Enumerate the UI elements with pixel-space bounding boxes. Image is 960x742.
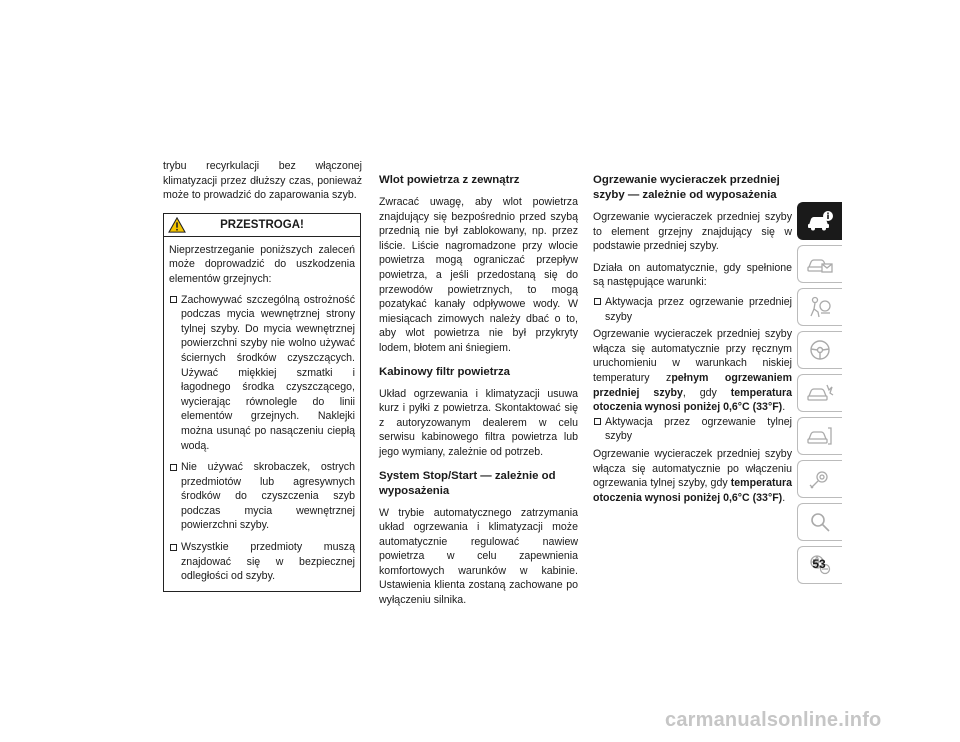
warning-item: Nie używać skrobaczek, ostrych przedmiotów lub agresywnych środków do czyszczenia szyb podczas mycia wewnętrznej powierzchni szyby. — [169, 460, 355, 533]
column-middle — [379, 173, 578, 608]
warning-item: Wszystkie przedmioty muszą znajdować się w bezpiecznej odległości od szyby. — [169, 540, 355, 584]
section-heading: Ogrzewanie wycieraczek przedniej szyby — zależnie od wyposażenia — [593, 174, 780, 201]
tab-car-info[interactable] — [797, 202, 842, 240]
warning-triangle-icon — [168, 217, 186, 233]
tab-car-wrench[interactable] — [797, 417, 842, 455]
wrench-gear-icon — [806, 467, 834, 491]
airbag-icon — [806, 295, 834, 319]
car-mail-icon — [806, 252, 834, 276]
search-icon — [806, 510, 834, 534]
tab-wrench-gear[interactable] — [797, 460, 842, 498]
car-wrench-icon — [806, 424, 834, 448]
car-info-icon — [806, 209, 834, 233]
condition-item: Aktywacja przez ogrzewanie przedniej szyby — [593, 295, 792, 324]
warning-title: PRZESTROGA! — [220, 218, 304, 231]
warning-header — [164, 214, 360, 237]
condition-item: Aktywacja przez ogrzewanie tylnej szyby — [593, 415, 792, 444]
warning-item: Zachowywać szczególną ostrożność podczas mycia wewnętrznej strony tylnej szyby. Do mycia wewnętrznej powierzchni szyby nie wolno używać ściernych środków czyszczących. Używać miękkiej szmatki i łagodnego środka czyszczącego, wycierając równolegle do linii elementów grzejnych. Naklejki można usunąć po nasączeniu ciepłą wodą. — [169, 293, 355, 454]
chapter-tabs — [797, 202, 843, 589]
condition-detail: Ogrzewanie wycieraczek przedniej szyby włącza się automatycznie przy ręcznym uruchomieniu w warunkach niskiej temperatury zpełnym ogrzewaniem przedniej szyby, gdy temperatura otoczenia wynosi poniżej 0,6°C (33°F). — [593, 328, 792, 414]
intro-paragraph: trybu recyrkulacji bez włączonej klimatyzacji przez dłuższy czas, ponieważ może to prowadzić do zaparowania szyb. — [163, 160, 362, 202]
column-left — [163, 159, 362, 592]
car-crash-icon — [806, 381, 834, 405]
warning-lead: Nieprzestrzeganie poniższych zaleceń może doprowadzić do uszkodzenia elementów grzejnych: — [169, 243, 355, 285]
watermark: carmanualsonline.info — [665, 709, 882, 731]
tab-airbag[interactable] — [797, 288, 842, 326]
condition-detail: Ogrzewanie wycieraczek przedniej szyby włącza się automatycznie po włączeniu ogrzewania tylnej szyby, gdy temperatura otoczenia wynosi poniżej 0,6°C (33°F). — [593, 447, 792, 504]
section-paragraph: W trybie automatycznego zatrzymania układ ogrzewania i klimatyzacji może automatycznie regulować nawiew powietrza w celu zapewnienia komfortowych warunków w kabinie. Ustawienia klienta zostaną zachowane po wyłączeniu silnika. — [379, 506, 578, 607]
tab-car-mail[interactable] — [797, 245, 842, 283]
section-paragraph: Działa on automatycznie, gdy spełnione są następujące warunki: — [593, 261, 792, 289]
tab-steering-wheel[interactable] — [797, 331, 842, 369]
warning-box — [163, 213, 361, 592]
tab-car-crash[interactable] — [797, 374, 842, 412]
section-heading: Wlot powietrza z zewnątrz — [379, 174, 520, 186]
tab-search[interactable] — [797, 503, 842, 541]
section-paragraph: Zwracać uwagę, aby wlot powietrza znajdujący się bezpośrednio przed szybą przednią nie był zablokowany, np. przez liście. Liście nagromadzone przy wlocie powietrza mogą ograniczać przepływ powietrza, a jeśli przedostaną się do przewodów powietrznych, to mogą pozatykać kanały odpływowe wody. W miesiącach zimowych należy dbać o to, aby wlot powietrza nie był przykryty lodem, błotem ani śniegiem. — [379, 196, 578, 354]
page-number: 53 — [812, 557, 826, 571]
steering-wheel-icon — [806, 338, 834, 362]
section-paragraph: Układ ogrzewania i klimatyzacji usuwa kurz i pyłki z powietrza. Skontaktować się z autoryzowanym dealerem w celu serwisu kabinowego filtra powietrza lub jego wymiany, zależnie od potrzeb. — [379, 387, 578, 458]
section-paragraph: Ogrzewanie wycieraczek przedniej szyby to element grzejny znajdujący się w podstawie przedniej szyby. — [593, 211, 792, 253]
section-heading: System Stop/Start — zależnie od wyposażenia — [379, 469, 556, 497]
section-heading: Kabinowy filtr powietrza — [379, 365, 511, 378]
column-right — [593, 173, 792, 505]
